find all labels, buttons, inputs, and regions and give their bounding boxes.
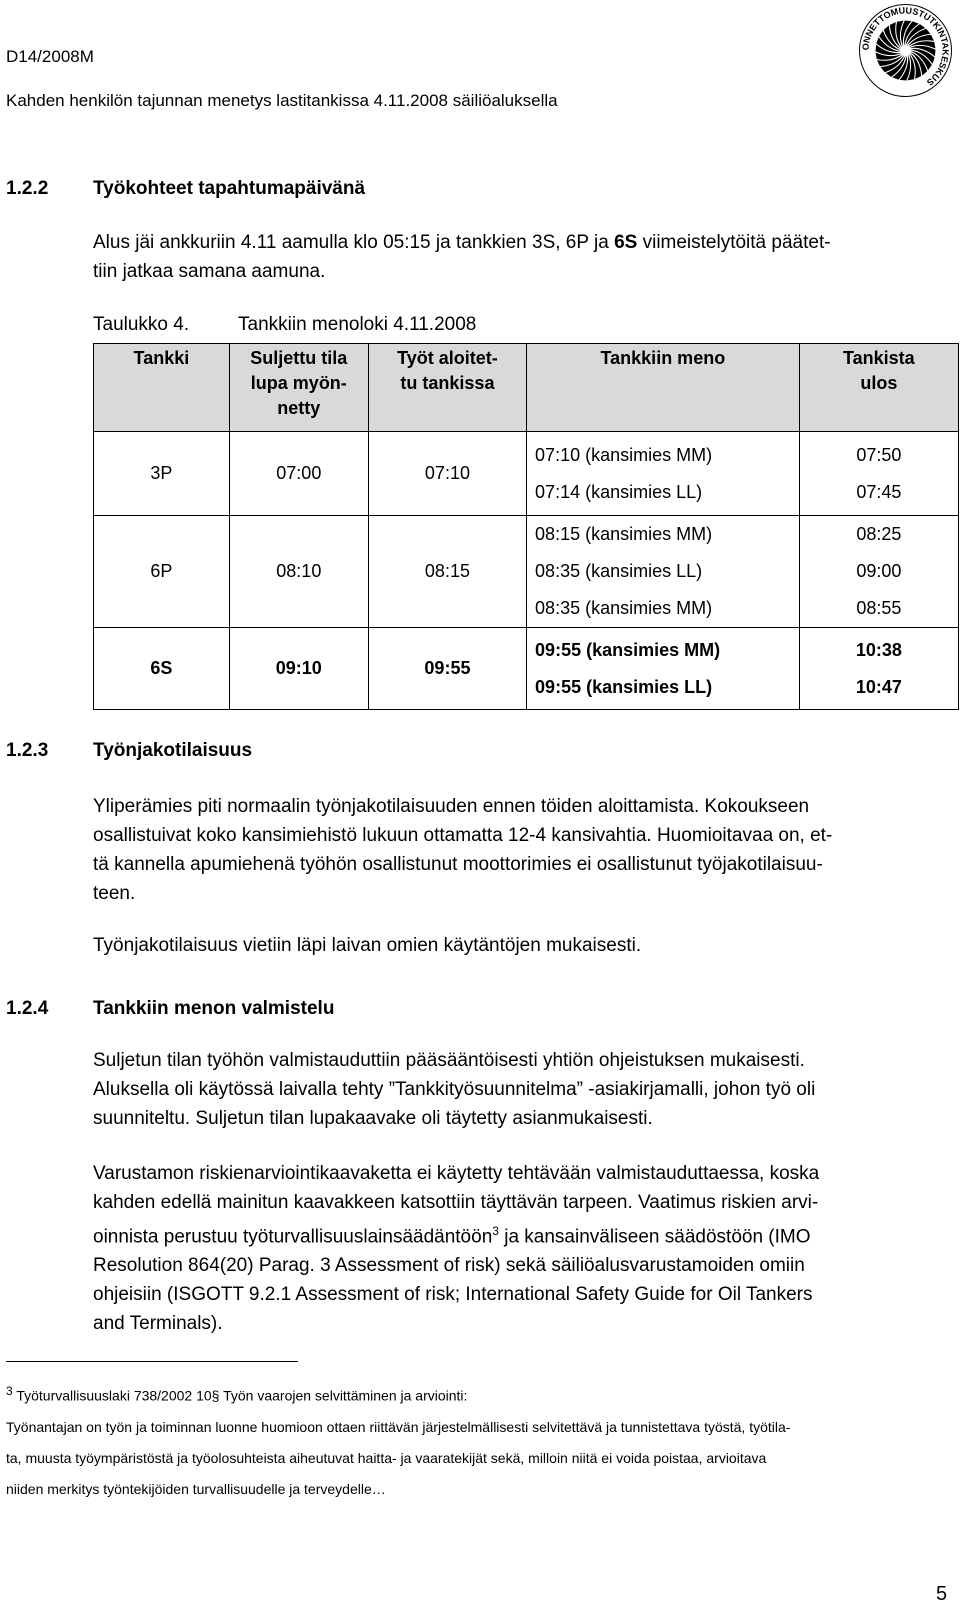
footnote xyxy=(6,1376,956,1505)
cell-exits xyxy=(799,516,958,628)
cell-permit: 07:00 xyxy=(229,432,368,516)
entry-time: 09:55 (kansimies LL) xyxy=(535,676,713,697)
text-line: tiin jatkaa samana aamuna. xyxy=(93,261,326,282)
exit-time: 08:55 xyxy=(856,598,902,618)
cell-start: 08:15 xyxy=(368,516,526,628)
text-run: oinnista perustuu työturvallisuuslainsäädäntöön xyxy=(93,1226,493,1248)
exit-time: 07:45 xyxy=(856,481,902,502)
footnote-marker: 3 xyxy=(6,1384,13,1398)
footnote-line: Työturvallisuuslaki 738/2002 10§ Työn vaarojen selvittäminen ja arviointi: xyxy=(12,1387,468,1404)
table-header-row xyxy=(94,344,959,432)
text-run: Alus jäi ankkuriin 4.11 aamulla klo 05:15 ja tankkien 3S, 6P ja xyxy=(93,232,615,253)
tank-id-bold: 6S xyxy=(614,232,638,253)
text-line: ohjeisiin (ISGOTT 9.2.1 Assessment of risk; International Safety Guide for Oil Tankers xyxy=(93,1284,813,1306)
cell-tank: 6S xyxy=(94,628,230,710)
cell-start: 09:55 xyxy=(368,628,526,710)
svg-text:ONNETTOMUUSTUTKINTAKESKUS: ONNETTOMUUSTUTKINTAKESKUS xyxy=(860,5,951,88)
footnote-line: ta, muusta työympäristöstä ja työolosuhteista aiheutuvat haitta- ja vaaratekijät sekä, milloin niitä ei voida poistaa, arvioitava xyxy=(6,1449,767,1466)
cell-permit: 09:10 xyxy=(229,628,368,710)
footnote-line: niiden merkitys työntekijöiden turvallisuudelle ja terveydelle… xyxy=(6,1480,386,1497)
paragraph xyxy=(93,228,959,286)
text-line: suunniteltu. Suljetun tilan lupakaavake oli täytetty asianmukaisesti. xyxy=(93,1108,653,1129)
cell-start: 07:10 xyxy=(368,432,526,516)
exit-time: 10:38 xyxy=(855,639,902,660)
doc-id: D14/2008M xyxy=(6,47,94,66)
section-number: 1.2.2 xyxy=(6,178,49,199)
text-line: kahden edellä mainitun kaavakkeen katsottiin täyttävän tarpeen. Vaatimus riskien arvi- xyxy=(93,1192,819,1213)
table-row xyxy=(94,432,959,516)
paragraph xyxy=(93,792,959,908)
cell-entries xyxy=(527,628,800,710)
tank-entry-log-table xyxy=(93,343,959,710)
text-line: tä kannella apumiehenä työhön osallistunut moottorimies ei osallistunut työjakotilaisuu- xyxy=(93,854,823,875)
cell-permit: 08:10 xyxy=(229,516,368,628)
text-run: viimeistelytöitä päätet- xyxy=(637,232,831,253)
footnote-ref[interactable]: 3 xyxy=(492,1224,499,1238)
exit-time: 10:47 xyxy=(855,676,902,697)
table-caption-label: Taulukko 4. xyxy=(93,314,190,335)
paragraph xyxy=(93,1159,959,1338)
cell-entries xyxy=(527,516,800,628)
entry-time: 07:14 (kansimies LL) xyxy=(535,481,703,502)
table-caption-title: Tankkiin menoloki 4.11.2008 xyxy=(238,314,477,335)
text-line: osallistuivat koko kansimiehistö lukuun ottamatta 12-4 kansivahtia. Huomioitavaa on, et- xyxy=(93,825,833,846)
header-exit: Tankista ulos xyxy=(799,344,958,432)
paragraph xyxy=(93,931,959,960)
exit-time: 07:50 xyxy=(856,444,902,465)
entry-time: 08:35 (kansimies LL) xyxy=(535,561,703,581)
cell-tank: 3P xyxy=(94,432,230,516)
table-row xyxy=(94,628,959,710)
doc-title: Kahden henkilön tajunnan menetys lastitankissa 4.11.2008 säiliöaluksella xyxy=(6,91,558,110)
cell-tank: 6P xyxy=(94,516,230,628)
entry-time: 07:10 (kansimies MM) xyxy=(535,444,713,465)
entry-time: 08:15 (kansimies MM) xyxy=(535,524,713,544)
header-entry: Tankkiin meno xyxy=(527,344,800,432)
cell-entries xyxy=(527,432,800,516)
text-line: Aluksella oli käytössä laivalla tehty ”Tankkityösuunnitelma” -asiakirjamalli, johon työ oli xyxy=(93,1079,816,1100)
footnote-separator xyxy=(6,1361,298,1362)
entry-time: 08:35 (kansimies MM) xyxy=(535,598,713,618)
text-line: Yliperämies piti normaalin työnjakotilaisuuden ennen töiden aloittamista. Kokoukseen xyxy=(93,796,810,817)
section-number: 1.2.3 xyxy=(6,740,49,761)
text-run: ja kansainväliseen säädöstöön (IMO xyxy=(498,1226,811,1248)
section-number: 1.2.4 xyxy=(6,998,49,1019)
entry-time: 09:55 (kansimies MM) xyxy=(535,639,721,660)
cell-exits xyxy=(799,628,958,710)
header-permit: Suljettu tila lupa myön- netty xyxy=(229,344,368,432)
text-line: and Terminals). xyxy=(93,1313,223,1335)
text-line: Suljetun tilan työhön valmistauduttiin pääsääntöisesti yhtiön ohjeistuksen mukaisesti. xyxy=(93,1050,805,1071)
paragraph xyxy=(93,1046,959,1133)
footnote-line: Työnantajan on työn ja toiminnan luonne huomioon ottaen riittävän järjestelmällisesti selvitettävä ja tunnistettava työstä, työtila- xyxy=(6,1418,791,1435)
section-title: Työnjakotilaisuus xyxy=(93,740,253,761)
section-title: Työkohteet tapahtumapäivänä xyxy=(93,178,366,199)
exit-time: 08:25 xyxy=(856,524,902,544)
agency-logo xyxy=(858,3,953,98)
header-work-started: Työt aloitet- tu tankissa xyxy=(368,344,526,432)
text-line: teen. xyxy=(93,883,136,904)
exit-time: 09:00 xyxy=(856,561,902,581)
table-row xyxy=(94,516,959,628)
cell-exits xyxy=(799,432,958,516)
section-title: Tankkiin menon valmistelu xyxy=(93,998,335,1019)
text-line: Varustamon riskienarviointikaavaketta ei käytetty tehtävään valmistauduttaessa, koska xyxy=(93,1163,820,1184)
page-number: 5 xyxy=(936,1583,948,1605)
text-line: Työnjakotilaisuus vietiin läpi laivan omien käytäntöjen mukaisesti. xyxy=(93,935,642,956)
header-tank: Tankki xyxy=(94,344,230,432)
text-line: Resolution 864(20) Parag. 3 Assessment of risk) sekä säiliöalusvarustamoiden omiin xyxy=(93,1255,805,1277)
